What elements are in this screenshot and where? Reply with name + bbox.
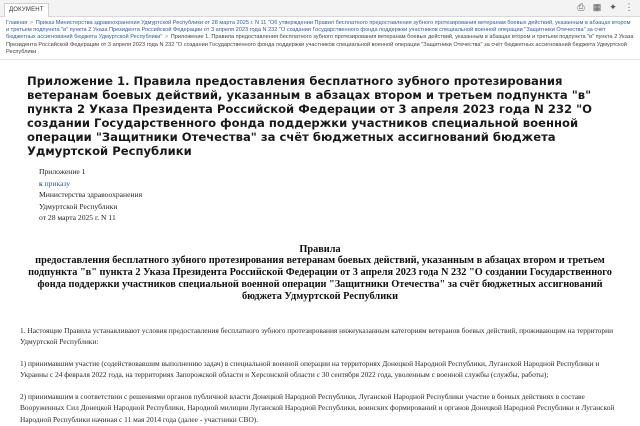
attachment-line (39, 178, 620, 190)
rules-heading (20, 244, 620, 303)
rules-subtitle: предоставления бесплатного зубного протезирования ветеранам боевых действий, указанным в абзацах втором и третьем подпункта "в" пункта 2 Указа Президента Российской Федерации от 3 апреля 2023 года N 232 "О создании Государственного фонда поддержки участников специальной военной операции "Защитники Отечества" за счёт бюджетных ассигнований бюджета Удмуртской Республики (28, 255, 612, 302)
page-title: Приложение 1. Правила предоставления бесплатного зубного протезирования ветеранам боевых действий, указанным в абзацах втором и третьем подпункта "в" пункта 2 Указа Президента Российской Федерации от 3 апреля 2023 года N 232 "О создании Государственного фонда поддержки участников специальной военной операции "Защитники Отечества" за счёт бюджетных ассигнований бюджета Удмуртской Республики (27, 74, 593, 159)
breadcrumb-home-link[interactable]: Главная (6, 20, 28, 26)
breadcrumb-order-link[interactable]: Приказ Министерства здравоохранения Удмуртской Республики от 28 марта 2025 г. N 11 "Об утверждении Правил бесплатного предоставления зубного протезирования ветеранам боевых действий, указанным в абзацах втором и третьем подпункта "в" пункта 2 Указа Президента Российской Федерации от 3 апреля 2023 года N 232 "О создании Государственного фонда поддержки участников специальной военной операции "Защитники Отечества" за счёт бюджетных ассигнований бюджета Удмуртской Республики" (6, 20, 631, 41)
more-icon[interactable]: ⋮ (624, 2, 634, 12)
toolbar (576, 2, 634, 12)
rules-word: Правила (299, 243, 341, 255)
tab-document[interactable]: ДОКУМЕНТ (4, 3, 49, 17)
breadcrumb-current: Приложение 1. Правила предоставления бесплатного зубного протезирования ветеранам боевых действий, указанным в абзацах втором и третьем подпункта "в" пункта 2 Указа Президента Российской Федерации от 3 апреля 2023 года N 232 "О создании Государственного фонда поддержки участников специальной военной операции "Защитники Отечества" за счёт бюджетных ассигнований бюджета Удмуртской Республики (6, 34, 634, 55)
paragraph: 1) принимавшим участие (содействовавшим выполнению задач) в специальной военной операции на территориях Донецкой Народной Республики, Луганской Народной Республики и Украины с 24 февраля 2022 года, на территориях Запорожской области и Херсонской области с 30 сентября 2022 года, уволенным с военной службы (службы, работы); (20, 358, 600, 380)
document-content (0, 60, 640, 426)
top-bar (0, 0, 640, 17)
save-icon[interactable]: ▦ (592, 2, 602, 12)
attachment-line: Удмуртской Республики (39, 201, 118, 211)
attachment-block (39, 166, 620, 224)
document-body (20, 325, 620, 426)
paragraph: 2) принимавшим в соответствии с решениями органов публичной власти Донецкой Народной Республики, Луганской Народной Республики участие в боевых действиях в составе Вооруженных Сил Донецкой Народной Республики, Народной милиции Луганской Народной Республики, воинских формирований и органов Донецкой Народной Республики и Луганской Народной Республики начиная с 11 мая 2014 года (далее - участники СВО). (20, 391, 615, 425)
order-link[interactable]: приказу (44, 178, 71, 188)
print-icon[interactable]: ⎙ (577, 2, 585, 12)
breadcrumb-separator: > (29, 20, 34, 26)
breadcrumb (0, 17, 640, 60)
attachment-line: Министерства здравоохранения (39, 190, 143, 200)
share-icon[interactable]: ✦ (609, 2, 617, 12)
paragraph: 1. Настоящие Правила устанавливают условия предоставления бесплатного зубного протезирования нижеуказанным категориям ветеранов боевых действий, проживающим на территории Удмуртской Республики: (20, 325, 614, 347)
attachment-prefix: к (39, 178, 45, 188)
breadcrumb-separator: > (164, 34, 169, 41)
attachment-line: Приложение 1 (39, 167, 86, 177)
attachment-line: от 28 марта 2025 г. N 11 (39, 213, 116, 223)
